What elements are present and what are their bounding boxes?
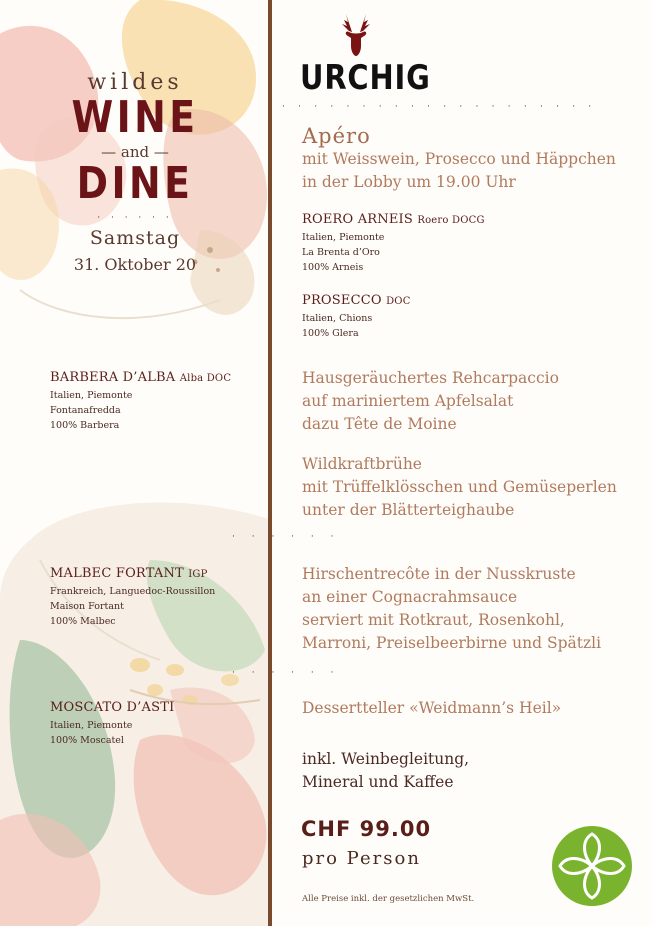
wine-name: PROSECCO DOC	[302, 293, 411, 308]
footnote: Alle Preise inkl. der gesetzlichen MwSt.	[302, 894, 475, 904]
course-line: Marroni, Preiselbeerbirne und Spätzli	[302, 634, 602, 652]
course-main	[302, 563, 647, 655]
course-line: Wildkraftbrühe	[302, 455, 422, 473]
wine-region: Italien, Chions	[302, 313, 373, 324]
wine-region: Italien, Piemonte	[50, 720, 133, 731]
wine-roero-arneis	[302, 212, 622, 275]
wine-producer: Maison Fortant	[50, 601, 124, 612]
wine-producer: Fontanafredda	[50, 405, 121, 416]
wine-name: MALBEC FORTANT IGP	[50, 566, 208, 581]
brand-dots: · · · · · · · · · · · · · · · · · · · ·	[282, 102, 597, 112]
included-line: inkl. Weinbegleitung,	[302, 750, 470, 768]
title-small: wildes	[87, 70, 183, 95]
apero-section	[302, 124, 642, 194]
course-line: unter der Blätterteighaube	[302, 501, 515, 519]
wine-grape: 100% Glera	[302, 328, 359, 339]
price-per: pro Person	[302, 848, 421, 869]
wine-grape: 100% Arneis	[302, 262, 364, 273]
separator-dots: · · · · · ·	[232, 668, 341, 678]
wine-prosecco	[302, 293, 622, 341]
wine-region: Italien, Piemonte	[50, 390, 133, 401]
included-note	[302, 748, 602, 794]
title-dots: · · · · · ·	[97, 213, 173, 223]
green-flower-logo-icon	[552, 826, 632, 910]
course-soup	[302, 453, 647, 522]
course-line: Dessertteller «Weidmann’s Heil»	[302, 699, 562, 717]
apero-line-1: mit Weisswein, Prosecco und Häppchen	[302, 150, 616, 168]
course-starter	[302, 367, 647, 436]
title-dine: DINE	[76, 158, 194, 209]
wine-name: MOSCATO D’ASTI	[50, 700, 175, 715]
vertical-divider	[268, 0, 272, 926]
separator-dots: · · · · · ·	[232, 532, 341, 542]
wine-grape: 100% Malbec	[50, 616, 116, 627]
course-line: dazu Tête de Moine	[302, 415, 457, 433]
wine-name: ROERO ARNEIS Roero DOCG	[302, 212, 485, 227]
course-dessert	[302, 697, 647, 720]
course-line: serviert mit Rotkraut, Rosenkohl,	[302, 611, 565, 629]
wine-grape: 100% Barbera	[50, 420, 120, 431]
course-line: Hausgeräuchertes Rehcarpaccio	[302, 369, 559, 387]
apero-title: Apéro	[302, 124, 371, 148]
deer-head-icon	[336, 12, 376, 62]
course-line: auf mariniertem Apfelsalat	[302, 392, 514, 410]
wine-barbera	[50, 370, 260, 433]
course-line: an einer Cognacrahmsauce	[302, 588, 518, 606]
event-date: 31. Oktober 20	[73, 255, 197, 274]
event-day: Samstag	[89, 227, 181, 249]
apero-line-2: in der Lobby um 19.00 Uhr	[302, 173, 516, 191]
wine-producer: La Brenta d’Oro	[302, 247, 380, 258]
wine-malbec	[50, 566, 265, 629]
wine-name: BARBERA D’ALBA Alba DOC	[50, 370, 232, 385]
brand-name: URCHIG	[300, 58, 431, 98]
wine-moscato	[50, 700, 260, 748]
title-wine: WINE	[71, 92, 199, 143]
course-line: Hirschentrecôte in der Nusskruste	[302, 565, 576, 583]
price-amount: CHF 99.00	[301, 817, 432, 841]
included-line: Mineral und Kaffee	[302, 773, 454, 791]
wine-grape: 100% Moscatel	[50, 735, 124, 746]
title-and: — and —	[101, 143, 169, 161]
course-line: mit Trüffelklösschen und Gemüseperlen	[302, 478, 617, 496]
wine-region: Italien, Piemonte	[302, 232, 385, 243]
event-title	[60, 70, 210, 274]
wine-region: Frankreich, Languedoc-Roussillon	[50, 586, 216, 597]
